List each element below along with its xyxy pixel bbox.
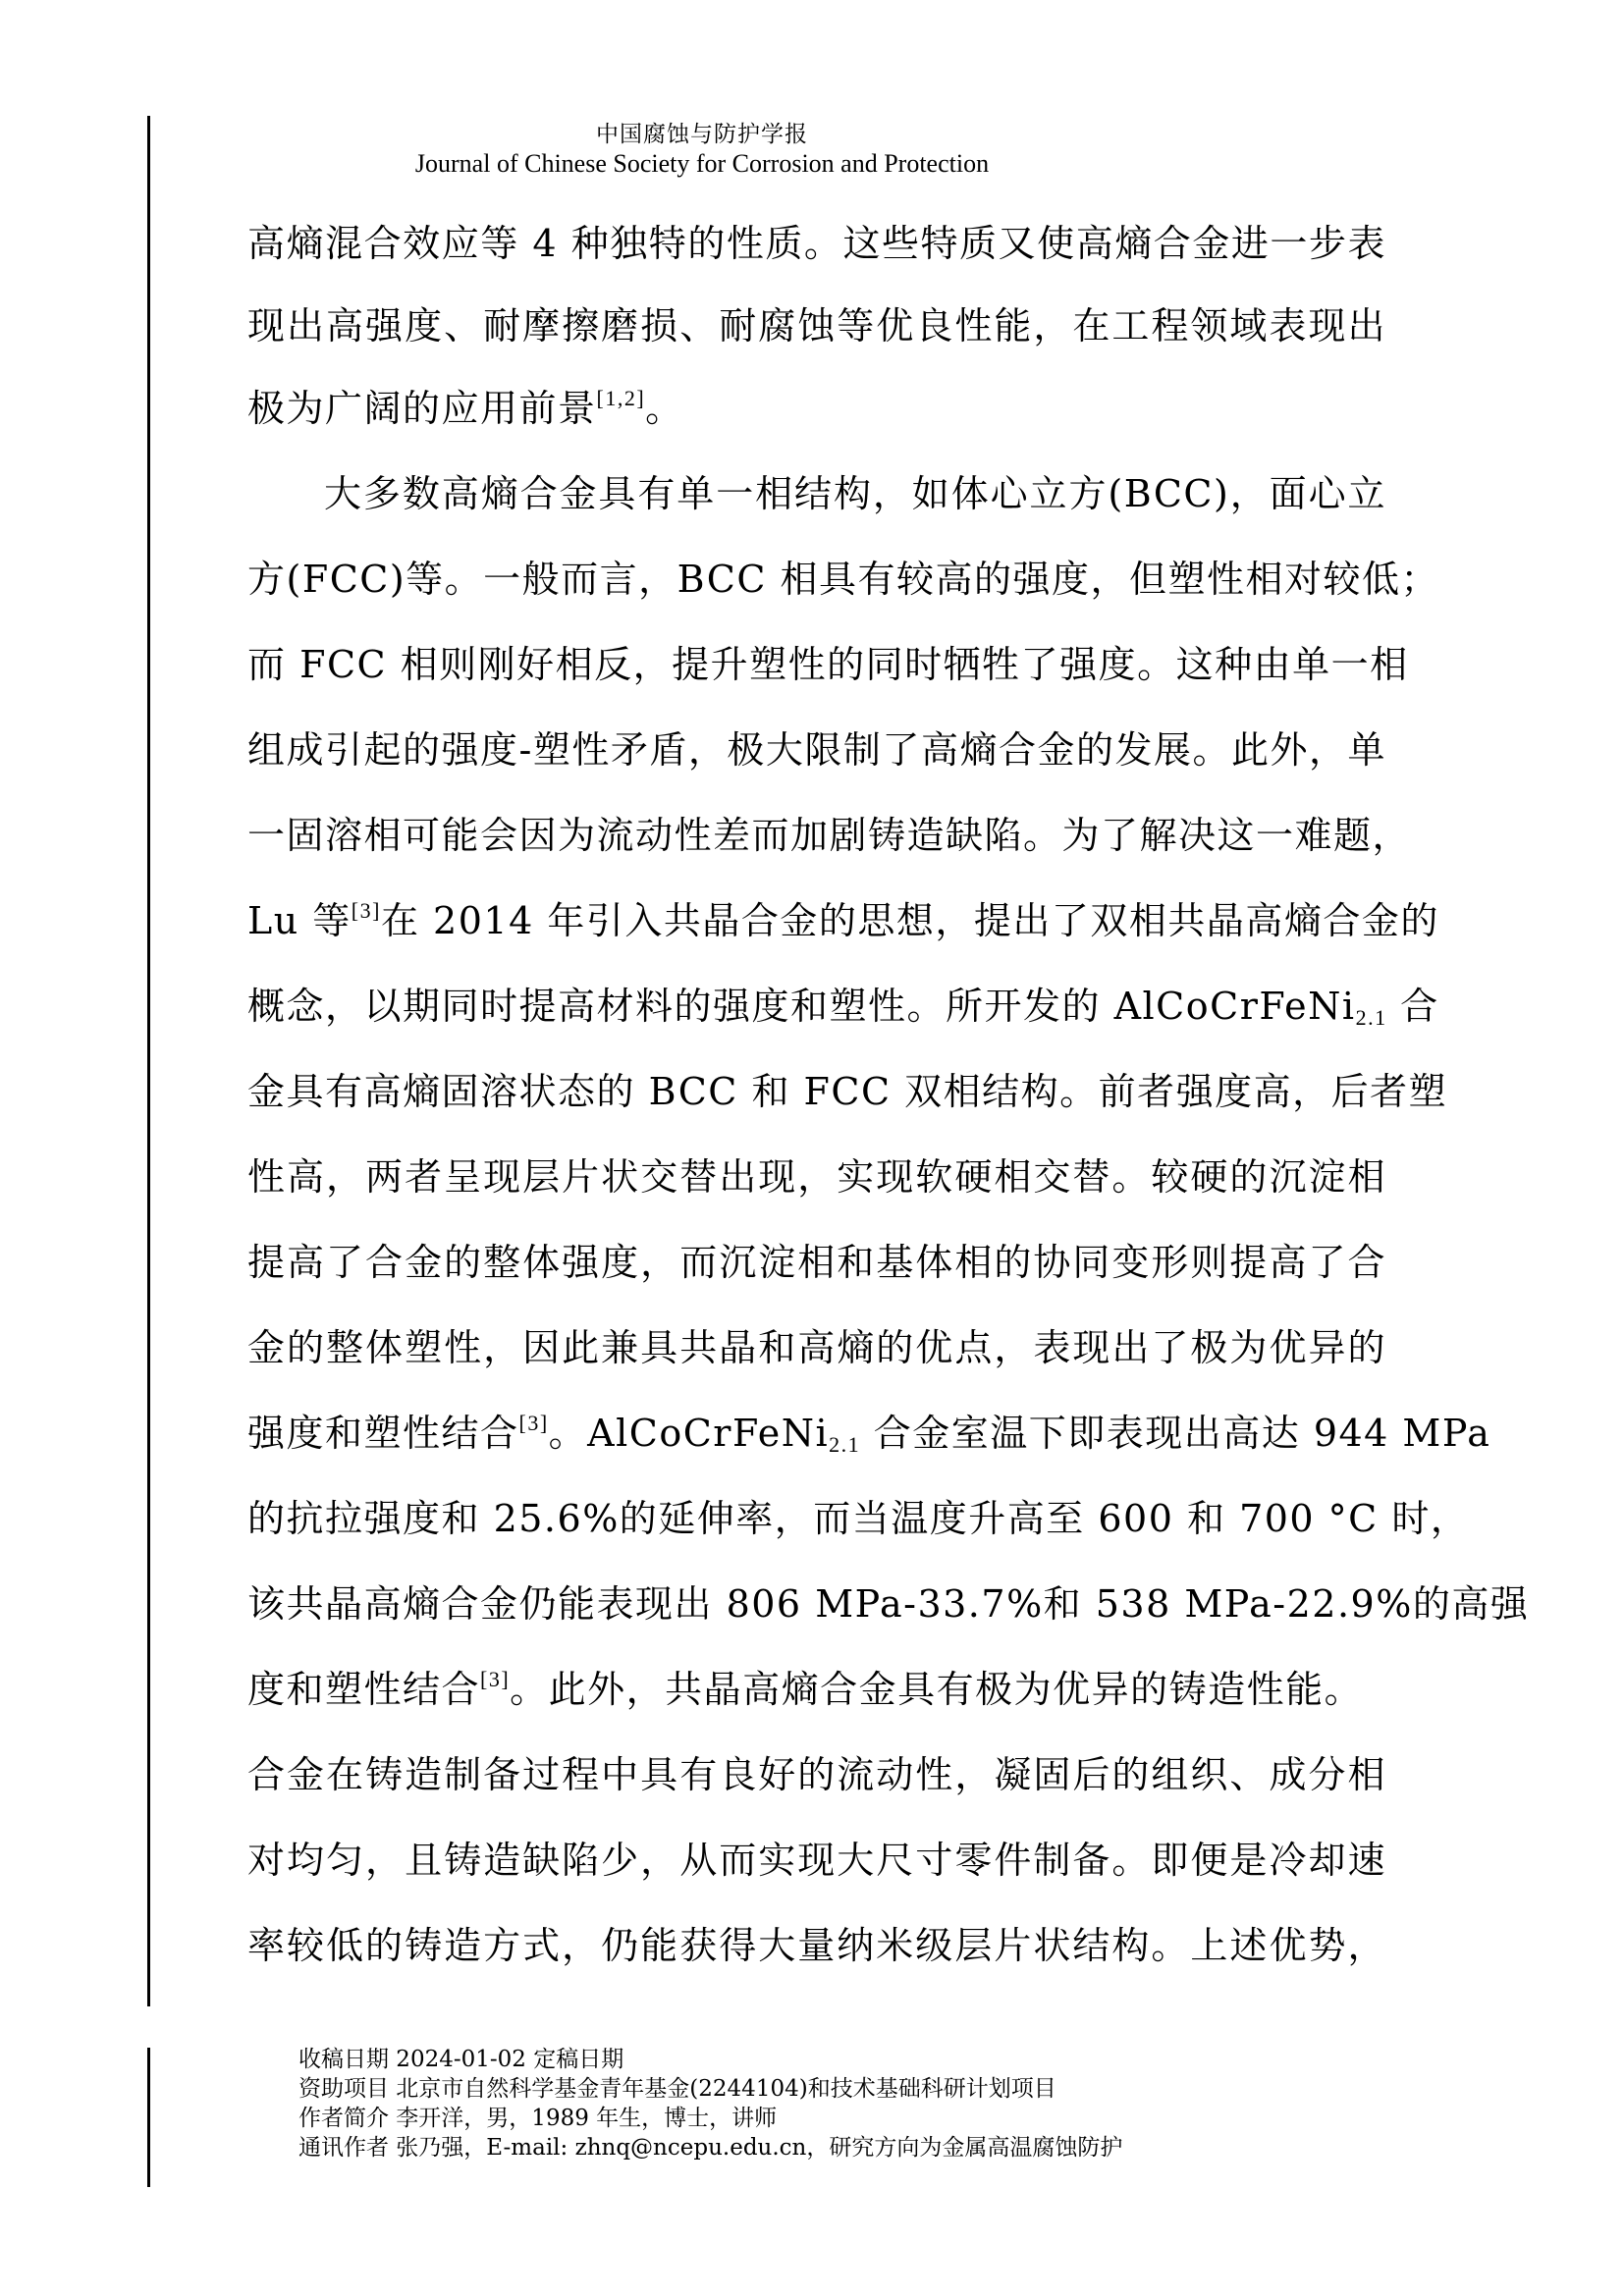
text-line: 组成引起的强度-塑性矛盾，极大限制了高熵合金的发展。此外，单 xyxy=(247,728,1386,772)
text-line: 现出高强度、耐摩擦磨损、耐腐蚀等优良性能，在工程领域表现出 xyxy=(247,304,1386,347)
footnote-received-date: 收稿日期 2024-01-02 定稿日期 xyxy=(298,2047,624,2072)
text-line: 而 FCC 相则刚好相反，提升塑性的同时牺牲了强度。这种由单一相 xyxy=(247,643,1409,686)
text-line xyxy=(247,985,1439,1030)
text-line xyxy=(247,387,1386,430)
text-line xyxy=(247,1668,1386,1711)
footnote-author: 作者简介 李开洋，男，1989 年生，博士，讲师 xyxy=(298,2106,778,2131)
text-run: 。 xyxy=(645,387,684,430)
journal-title-en: Journal of Chinese Society for Corrosion and Protection xyxy=(414,149,990,178)
text-line: 金具有高熵固溶状态的 BCC 和 FCC 双相结构。前者强度高，后者塑 xyxy=(247,1070,1448,1113)
text-line xyxy=(247,1411,1491,1457)
journal-title-cn: 中国腐蚀与防护学报 xyxy=(596,122,808,147)
text-line: 方(FCC)等。一般而言，BCC 相具有较高的强度，但塑性相对较低； xyxy=(247,558,1440,601)
text-run: 极为广阔的应用前景 xyxy=(247,387,597,430)
text-run: 。此外，共晶高熵合金具有极为优异的铸造性能。 xyxy=(510,1668,1364,1711)
footnote-corresponding-author: 通讯作者 张乃强，E-mail: zhnq@ncepu.edu.cn，研究方向为金属高温腐蚀防护 xyxy=(298,2135,1123,2161)
text-line: 高熵混合效应等 4 种独特的性质。这些特质又使高熵合金进一步表 xyxy=(247,222,1386,265)
text-line: 合金在铸造制备过程中具有良好的流动性，凝固后的组织、成分相 xyxy=(247,1753,1386,1796)
subscript: 2.1 xyxy=(829,1432,861,1457)
text-run: 合 xyxy=(1386,985,1439,1028)
text-line: 金的整体塑性，因此兼具共晶和高熵的优点，表现出了极为优异的 xyxy=(247,1326,1386,1369)
text-run: 概念，以期同时提高材料的强度和塑性。所开发的 AlCoCrFeNi xyxy=(247,985,1356,1028)
text-line: 一固溶相可能会因为流动性差而加剧铸造缺陷。为了解决这一难题， xyxy=(247,814,1412,857)
subscript: 2.1 xyxy=(1355,1005,1387,1030)
left-margin-rule-bottom xyxy=(147,2048,150,2187)
text-run: 在 2014 年引入共晶合金的思想，提出了双相共晶高熵合金的 xyxy=(380,899,1439,942)
citation-ref: [3] xyxy=(518,1411,549,1435)
text-run: 强度和塑性结合 xyxy=(247,1412,519,1455)
text-line: 对均匀，且铸造缺陷少，从而实现大尺寸零件制备。即便是冷却速 xyxy=(247,1839,1386,1882)
left-margin-rule-top xyxy=(147,116,150,2006)
text-line: 率较低的铸造方式，仍能获得大量纳米级层片状结构。上述优势， xyxy=(247,1924,1386,1967)
text-line: 该共晶高熵合金仍能表现出 806 MPa-33.7%和 538 MPa-22.9%的高强 xyxy=(247,1582,1530,1626)
text-run: Lu 等 xyxy=(247,899,352,942)
text-line xyxy=(247,898,1439,942)
text-run: 度和塑性结合 xyxy=(247,1668,481,1711)
text-line: 大多数高熵合金具有单一相结构，如体心立方(BCC)，面心立 xyxy=(324,472,1386,515)
footnote-funding: 资助项目 北京市自然科学基金青年基金(2244104)和技术基础科研计划项目 xyxy=(298,2076,1056,2102)
text-line: 性高，两者呈现层片状交替出现，实现软硬相交替。较硬的沉淀相 xyxy=(247,1155,1386,1199)
citation-ref: [1,2] xyxy=(596,386,646,410)
citation-ref: [3] xyxy=(480,1667,511,1691)
text-run: 。AlCoCrFeNi xyxy=(548,1412,830,1455)
citation-ref: [3] xyxy=(351,898,381,923)
text-line: 的抗拉强度和 25.6%的延伸率，而当温度升高至 600 和 700 °C 时， xyxy=(247,1497,1470,1540)
text-line: 提高了合金的整体强度，而沉淀相和基体相的协同变形则提高了合 xyxy=(247,1241,1386,1284)
text-run: 合金室温下即表现出高达 944 MPa xyxy=(860,1412,1491,1455)
